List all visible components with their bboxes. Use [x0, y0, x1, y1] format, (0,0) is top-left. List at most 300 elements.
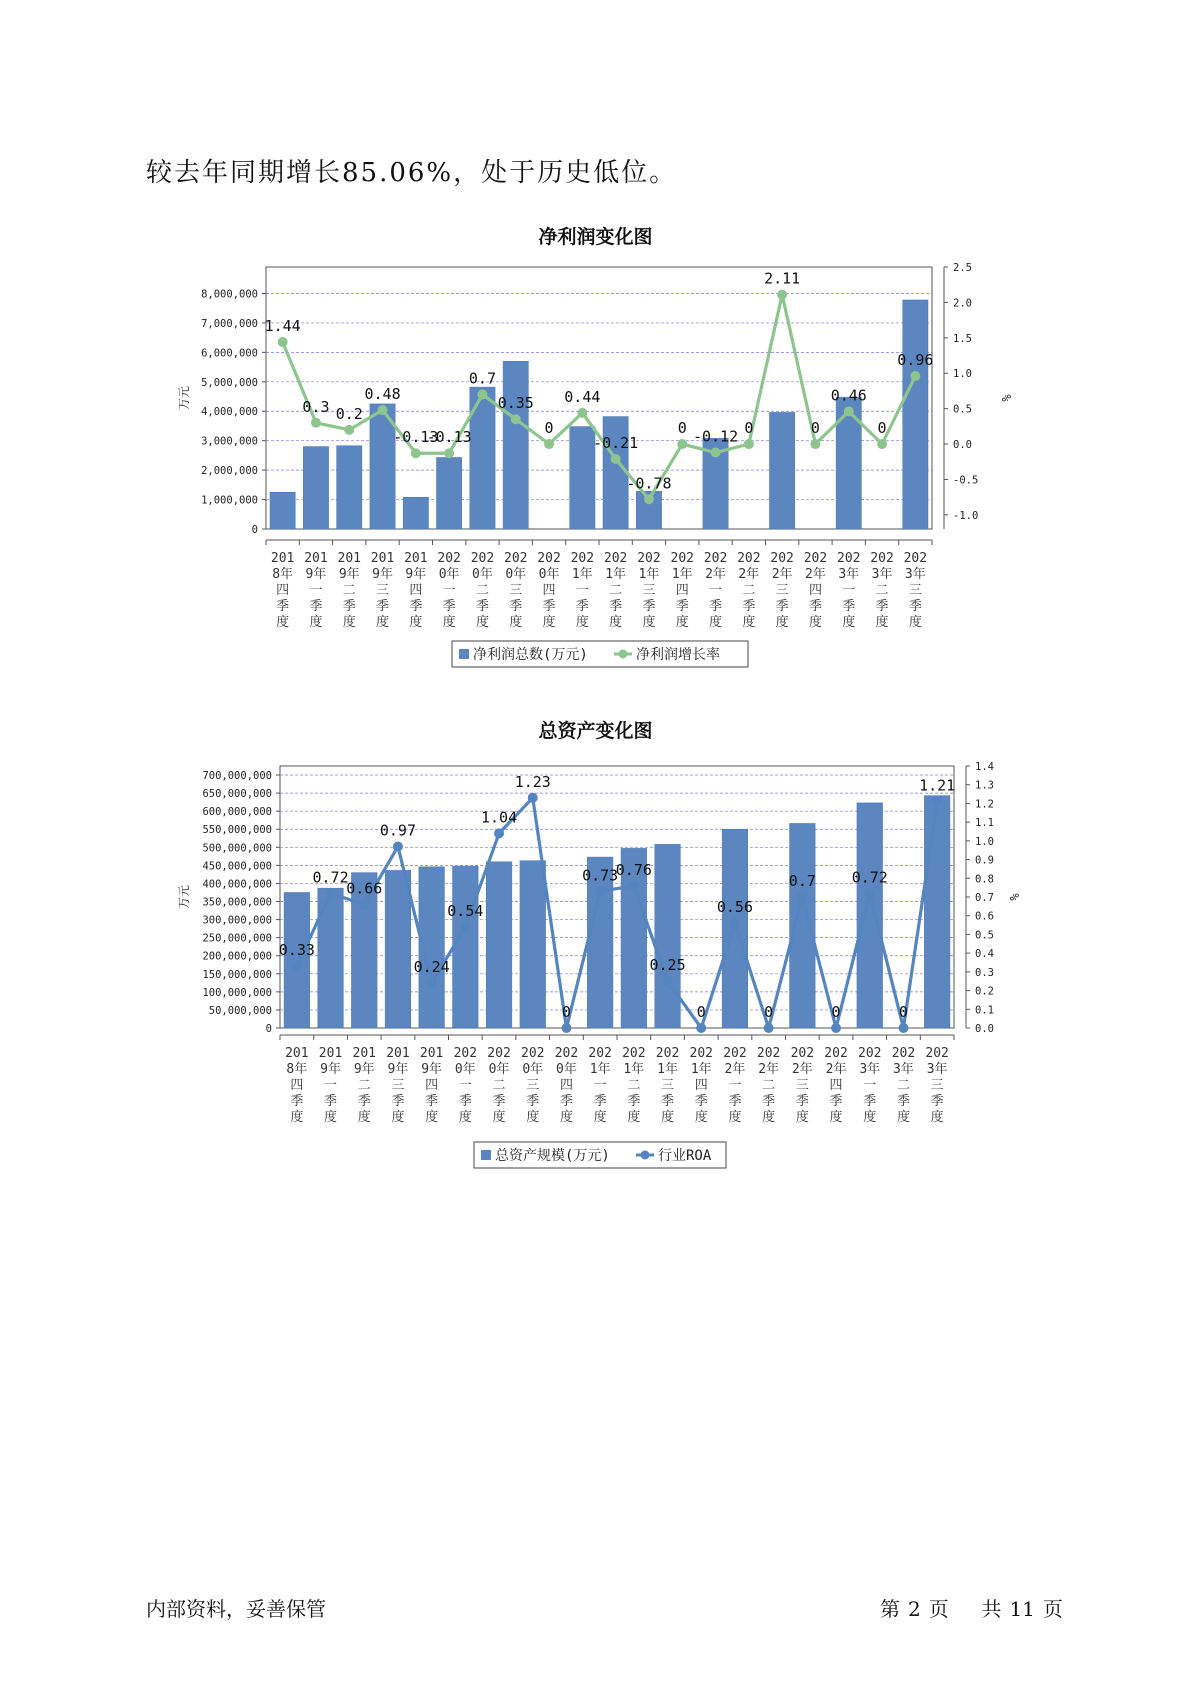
x-tick-label: 三 [775, 583, 789, 598]
x-tick-label: 度 [324, 1110, 338, 1125]
footer-confidential: 内部资料，妥善保管 [146, 1597, 326, 1621]
x-tick-label: 201 [386, 1046, 410, 1061]
x-tick-label: 度 [795, 1110, 809, 1125]
x-tick-label: 季 [559, 1094, 573, 1109]
chart-title-net-profit: 净利润变化图 [538, 226, 653, 248]
x-tick-label: 2年 [825, 1062, 847, 1077]
y2-tick-label: 1.4 [975, 761, 994, 773]
x-tick-label: 度 [409, 615, 423, 630]
data-label: 0 [898, 1003, 908, 1021]
x-tick-label: 201 [419, 1046, 444, 1061]
x-tick-label: 季 [526, 1094, 540, 1109]
line-point [877, 439, 887, 449]
data-label: 0.35 [497, 394, 534, 413]
x-tick-label: 二 [475, 583, 489, 598]
data-label: 0.7 [788, 872, 816, 890]
line-point [311, 418, 321, 428]
bar [385, 870, 411, 1028]
y2-tick-label: 2.0 [953, 297, 972, 310]
x-tick-label: 度 [694, 1110, 708, 1125]
x-tick-label: 202 [858, 1046, 882, 1061]
x-tick-label: 3年 [904, 567, 926, 582]
data-label: 0.76 [615, 860, 652, 879]
x-tick-label: 度 [762, 1110, 776, 1125]
data-label: 0 [544, 419, 554, 438]
x-tick-label: 季 [896, 1094, 910, 1109]
y-tick-label: 700,000,000 [202, 770, 272, 783]
data-label: 0.7 [468, 369, 496, 388]
x-tick-label: 季 [276, 599, 290, 614]
x-tick-label: 度 [675, 615, 689, 630]
data-label: 1.44 [264, 317, 301, 336]
x-tick-label: 度 [896, 1110, 910, 1125]
x-tick-label: 202 [470, 551, 495, 566]
x-tick-label: 度 [728, 1110, 742, 1125]
x-tick-label: 季 [709, 599, 723, 614]
x-tick-label: 四 [409, 583, 423, 598]
data-label: 0.56 [716, 898, 754, 917]
x-tick-label: 202 [689, 1046, 713, 1061]
x-tick-label: 季 [908, 599, 922, 614]
x-tick-label: 季 [694, 1094, 708, 1109]
x-tick-label: 度 [542, 615, 556, 630]
x-tick-label: 1年 [671, 567, 693, 582]
line-point [344, 425, 354, 435]
y2-tick-label: 1.2 [975, 798, 994, 811]
x-tick-label: 0年 [522, 1062, 544, 1077]
y-tick-label: 550,000,000 [202, 824, 272, 837]
data-label: 0.2 [335, 404, 363, 423]
x-tick-label: 季 [775, 599, 789, 614]
data-label: 0.25 [649, 956, 686, 975]
data-label: 0.44 [564, 387, 601, 406]
x-tick-label: 2年 [805, 567, 826, 582]
y-axis-label: 万元 [177, 385, 191, 411]
x-tick-label: 202 [824, 1046, 848, 1061]
data-label: 0.96 [897, 351, 934, 370]
x-tick-label: 202 [570, 551, 595, 566]
data-label: 0 [810, 419, 820, 438]
footer-total-prefix: 共 [981, 1597, 1002, 1621]
x-tick-label: 季 [290, 1094, 304, 1109]
line-point [528, 793, 538, 803]
line-point [696, 1023, 706, 1033]
x-tick-label: 一 [324, 1078, 338, 1093]
footer-total-number: 11 [1009, 1597, 1035, 1621]
bar [769, 412, 794, 529]
x-tick-label: 1年 [571, 567, 593, 582]
total-assets-chart [0, 745, 1191, 1185]
bar [655, 844, 681, 1028]
y2-tick-label: 0.2 [975, 985, 994, 998]
x-tick-label: 度 [661, 1110, 675, 1125]
x-tick-label: 1年 [638, 567, 660, 582]
x-tick-label: 度 [627, 1110, 641, 1125]
y-tick-label: 3,000,000 [201, 435, 258, 448]
y2-tick-label: 1.0 [953, 368, 972, 381]
x-tick-label: 202 [437, 551, 461, 566]
x-tick-label: 202 [903, 551, 928, 566]
y2-tick-label: 0.9 [975, 854, 994, 867]
x-tick-label: 季 [808, 599, 822, 614]
x-tick-label: 202 [521, 1046, 545, 1061]
line-point [595, 886, 605, 896]
y-tick-label: 50,000,000 [208, 1004, 272, 1017]
data-label: 0.33 [278, 941, 315, 960]
x-tick-label: 度 [829, 1110, 843, 1125]
y-axis-label: 万元 [177, 884, 191, 910]
x-tick-label: 2年 [771, 567, 793, 582]
legend-bar-label: 净利润总数(万元) [473, 647, 588, 663]
y2-axis-label: % [999, 394, 1013, 402]
legend [474, 1142, 726, 1168]
x-tick-label: 四 [694, 1078, 708, 1093]
x-tick-label: 季 [762, 1094, 776, 1109]
x-tick-label: 度 [357, 1110, 371, 1125]
bar [570, 427, 595, 529]
bar [284, 892, 310, 1028]
y-tick-label: 600,000,000 [202, 806, 272, 819]
y2-tick-label: 0.5 [953, 403, 972, 416]
x-tick-label: 季 [863, 1094, 877, 1109]
line-point [577, 408, 587, 418]
x-tick-label: 度 [609, 615, 623, 630]
data-label: 0.73 [582, 866, 619, 885]
line-point [326, 888, 336, 898]
legend-line-label: 净利润增长率 [636, 647, 720, 663]
y-tick-label: 7,000,000 [201, 317, 258, 330]
footer-page-prefix: 第 [880, 1597, 900, 1621]
y2-tick-label: 1.5 [953, 332, 972, 345]
data-label: 0 [877, 419, 887, 438]
x-tick-label: 202 [537, 551, 561, 566]
data-label: 0 [561, 1003, 571, 1021]
x-tick-label: 二 [357, 1078, 371, 1093]
x-tick-label: 9年 [320, 1062, 341, 1077]
legend-bar-swatch [459, 649, 469, 659]
line-point [561, 1023, 571, 1033]
x-tick-label: 202 [603, 551, 628, 566]
x-tick-label: 201 [304, 551, 328, 566]
data-label: 0.72 [851, 868, 888, 887]
line-point [544, 439, 554, 449]
bar [520, 861, 546, 1028]
x-tick-label: 202 [670, 551, 694, 566]
y-tick-label: 500,000,000 [202, 842, 272, 855]
x-tick-label: 度 [309, 615, 323, 630]
x-tick-label: 二 [609, 583, 623, 598]
x-tick-label: 季 [661, 1094, 675, 1109]
y-tick-label: 350,000,000 [202, 896, 272, 909]
x-tick-label: 201 [404, 551, 428, 566]
y2-tick-label: 1.1 [975, 817, 994, 830]
x-tick-label: 201 [318, 1046, 343, 1061]
line-point [810, 439, 820, 449]
x-tick-label: 2年 [758, 1062, 780, 1077]
x-tick-label: 季 [829, 1094, 843, 1109]
x-tick-label: 度 [509, 615, 523, 630]
x-tick-label: 202 [622, 1046, 646, 1061]
y2-tick-label: 0.6 [975, 910, 994, 923]
x-tick-label: 季 [575, 599, 589, 614]
y2-tick-label: 1.3 [975, 779, 994, 792]
y-tick-label: 400,000,000 [202, 878, 272, 891]
x-tick-label: 季 [492, 1094, 506, 1109]
x-tick-label: 度 [775, 615, 789, 630]
line-point [677, 439, 687, 449]
y2-axis-label: % [1007, 893, 1021, 901]
line-point [764, 1023, 774, 1033]
line-point [663, 976, 673, 986]
x-tick-label: 季 [627, 1094, 641, 1109]
data-label: -0.12 [692, 427, 739, 446]
data-label: -0.13 [393, 428, 439, 447]
x-tick-label: 0年 [505, 567, 527, 582]
x-tick-label: 201 [337, 551, 361, 566]
x-tick-label: 度 [808, 615, 822, 630]
intro-text: 较去年同期增长85.06%，处于历史低位。 [146, 158, 678, 188]
line-point [910, 371, 920, 381]
x-tick-label: 季 [475, 599, 489, 614]
footer-page-info [880, 1593, 1071, 1622]
line-point [444, 448, 454, 458]
line-point [777, 290, 787, 300]
line-point [292, 961, 302, 971]
x-tick-label: 1年 [605, 567, 627, 582]
x-tick-label: 度 [376, 615, 390, 630]
data-label: -0.21 [593, 433, 639, 452]
x-tick-label: 季 [357, 1094, 371, 1109]
x-tick-label: 202 [655, 1046, 680, 1061]
x-tick-label: 季 [342, 599, 356, 614]
y2-tick-label: 0.7 [975, 892, 994, 904]
data-label: 0.72 [312, 868, 349, 887]
y-tick-label: 0 [265, 1023, 272, 1035]
line-point [865, 888, 875, 898]
bar [337, 446, 362, 529]
bar [403, 497, 428, 529]
x-tick-label: 0年 [556, 1062, 577, 1077]
x-tick-label: 四 [290, 1078, 304, 1093]
y-tick-label: 300,000,000 [202, 914, 272, 927]
x-tick-label: 201 [370, 551, 395, 566]
data-label: 2.11 [764, 269, 801, 288]
net-profit-chart [0, 250, 1191, 710]
x-tick-label: 季 [425, 1094, 439, 1109]
data-label: 0.54 [447, 901, 484, 920]
x-tick-label: 季 [930, 1094, 944, 1109]
line-point [427, 978, 437, 988]
line-point [359, 899, 369, 909]
x-tick-label: 一 [309, 583, 323, 598]
x-tick-label: 9年 [405, 567, 427, 582]
y-tick-label: 650,000,000 [202, 788, 272, 801]
bar [903, 300, 928, 529]
x-tick-label: 202 [790, 1046, 815, 1061]
bar [836, 397, 861, 529]
data-label: 0.46 [830, 386, 867, 405]
x-tick-label: 三 [509, 583, 523, 598]
x-tick-label: 一 [842, 583, 856, 598]
x-tick-label: 度 [442, 615, 456, 630]
x-tick-label: 度 [559, 1110, 573, 1125]
x-tick-label: 度 [742, 615, 756, 630]
x-tick-label: 季 [409, 599, 423, 614]
data-label: 0.3 [302, 397, 330, 416]
x-tick-label: 2年 [791, 1062, 813, 1077]
line-point [411, 448, 421, 458]
x-tick-label: 一 [728, 1078, 742, 1093]
line-point [511, 414, 521, 424]
y2-tick-label: 0.0 [953, 439, 972, 452]
y-tick-label: 150,000,000 [202, 968, 272, 981]
x-tick-label: 度 [908, 615, 922, 630]
data-label: 0 [677, 419, 687, 438]
y-tick-label: 1,000,000 [201, 494, 258, 507]
x-tick-label: 201 [285, 1046, 309, 1061]
x-tick-label: 202 [803, 551, 828, 566]
x-tick-label: 三 [642, 583, 656, 598]
line-point [629, 881, 639, 891]
x-tick-label: 四 [829, 1078, 843, 1093]
line-point [378, 405, 388, 415]
y-tick-label: 450,000,000 [202, 860, 272, 873]
x-tick-label: 1年 [589, 1062, 611, 1077]
legend-bar-swatch [481, 1150, 491, 1160]
footer-page-unit: 页 [928, 1597, 949, 1621]
legend-line-label: 行业ROA [658, 1148, 712, 1164]
x-tick-label: 三 [391, 1078, 405, 1093]
x-tick-label: 3年 [871, 567, 893, 582]
legend [452, 641, 748, 667]
x-tick-label: 202 [837, 551, 861, 566]
x-tick-label: 201 [270, 551, 295, 566]
x-tick-label: 0年 [438, 567, 460, 582]
x-tick-label: 1年 [657, 1062, 678, 1077]
x-tick-label: 3年 [893, 1062, 914, 1077]
x-tick-label: 一 [593, 1078, 607, 1093]
x-tick-label: 季 [309, 599, 323, 614]
x-tick-label: 度 [391, 1110, 405, 1125]
x-tick-label: 四 [276, 583, 290, 598]
x-tick-label: 9年 [353, 1062, 375, 1077]
bar [270, 492, 295, 529]
x-tick-label: 202 [925, 1046, 949, 1061]
x-tick-label: 二 [875, 583, 889, 598]
x-tick-label: 季 [593, 1094, 607, 1109]
line-point [797, 892, 807, 902]
x-tick-label: 9年 [305, 567, 327, 582]
x-tick-label: 0年 [454, 1062, 476, 1077]
bar [303, 447, 328, 529]
x-tick-label: 2年 [724, 1062, 746, 1077]
data-label: 0.66 [346, 879, 383, 898]
line-point [744, 439, 754, 449]
x-tick-label: 202 [504, 551, 528, 566]
x-tick-label: 三 [795, 1078, 809, 1093]
x-tick-label: 季 [542, 599, 556, 614]
x-tick-label: 三 [930, 1078, 944, 1093]
x-tick-label: 二 [492, 1078, 506, 1093]
x-tick-label: 三 [376, 583, 390, 598]
x-tick-label: 度 [492, 1110, 506, 1125]
bar [924, 796, 950, 1028]
x-tick-label: 202 [756, 1046, 781, 1061]
line-point [393, 841, 403, 851]
x-tick-label: 3年 [859, 1062, 881, 1077]
x-tick-label: 度 [842, 615, 856, 630]
x-tick-label: 一 [458, 1078, 472, 1093]
data-label: 1.04 [480, 808, 518, 827]
x-tick-label: 2年 [738, 567, 760, 582]
bar [436, 457, 461, 529]
x-tick-label: 202 [770, 551, 794, 566]
data-label: 1.23 [514, 772, 551, 791]
x-tick-label: 季 [842, 599, 856, 614]
x-tick-label: 度 [290, 1110, 304, 1125]
line-point [831, 1023, 841, 1033]
y2-tick-label: 0.1 [975, 1004, 994, 1017]
x-tick-label: 度 [642, 615, 656, 630]
x-tick-label: 9年 [372, 567, 393, 582]
y2-tick-label: 0.5 [975, 929, 994, 942]
x-tick-label: 度 [593, 1110, 607, 1125]
x-tick-label: 季 [795, 1094, 809, 1109]
x-tick-label: 一 [575, 583, 589, 598]
y-tick-label: 6,000,000 [201, 347, 258, 360]
y-tick-label: 200,000,000 [202, 950, 272, 963]
x-tick-label: 2年 [705, 567, 726, 582]
line-point [932, 797, 942, 807]
x-tick-label: 202 [487, 1046, 511, 1061]
line-point [611, 454, 621, 464]
x-tick-label: 四 [675, 583, 689, 598]
x-tick-label: 二 [742, 583, 756, 598]
x-tick-label: 202 [723, 1046, 747, 1061]
x-tick-label: 一 [442, 583, 456, 598]
x-tick-label: 季 [609, 599, 623, 614]
x-tick-label: 1年 [690, 1062, 712, 1077]
x-tick-label: 四 [542, 583, 556, 598]
line-point [477, 389, 487, 399]
x-tick-label: 度 [863, 1110, 877, 1125]
x-tick-label: 季 [742, 599, 756, 614]
x-tick-label: 季 [728, 1094, 742, 1109]
footer-page-number: 2 [908, 1597, 921, 1621]
y2-tick-label: 0.8 [975, 873, 994, 886]
x-tick-label: 3年 [926, 1062, 948, 1077]
x-tick-label: 1年 [623, 1062, 645, 1077]
x-tick-label: 二 [342, 583, 356, 598]
line-point [494, 828, 504, 838]
x-tick-label: 202 [637, 551, 661, 566]
x-tick-label: 度 [425, 1110, 439, 1125]
x-tick-label: 季 [642, 599, 656, 614]
line-point [730, 918, 740, 928]
y-tick-label: 5,000,000 [201, 376, 258, 389]
data-label: 0 [831, 1003, 841, 1021]
data-label: 0.24 [413, 958, 450, 977]
x-tick-label: 202 [891, 1046, 916, 1061]
x-tick-label: 0年 [472, 567, 493, 582]
y-tick-label: 0 [251, 524, 258, 536]
x-tick-label: 一 [709, 583, 723, 598]
x-tick-label: 季 [391, 1094, 405, 1109]
bar [453, 866, 479, 1028]
line-point [278, 337, 288, 347]
bar [857, 803, 883, 1028]
line-point [844, 406, 854, 416]
